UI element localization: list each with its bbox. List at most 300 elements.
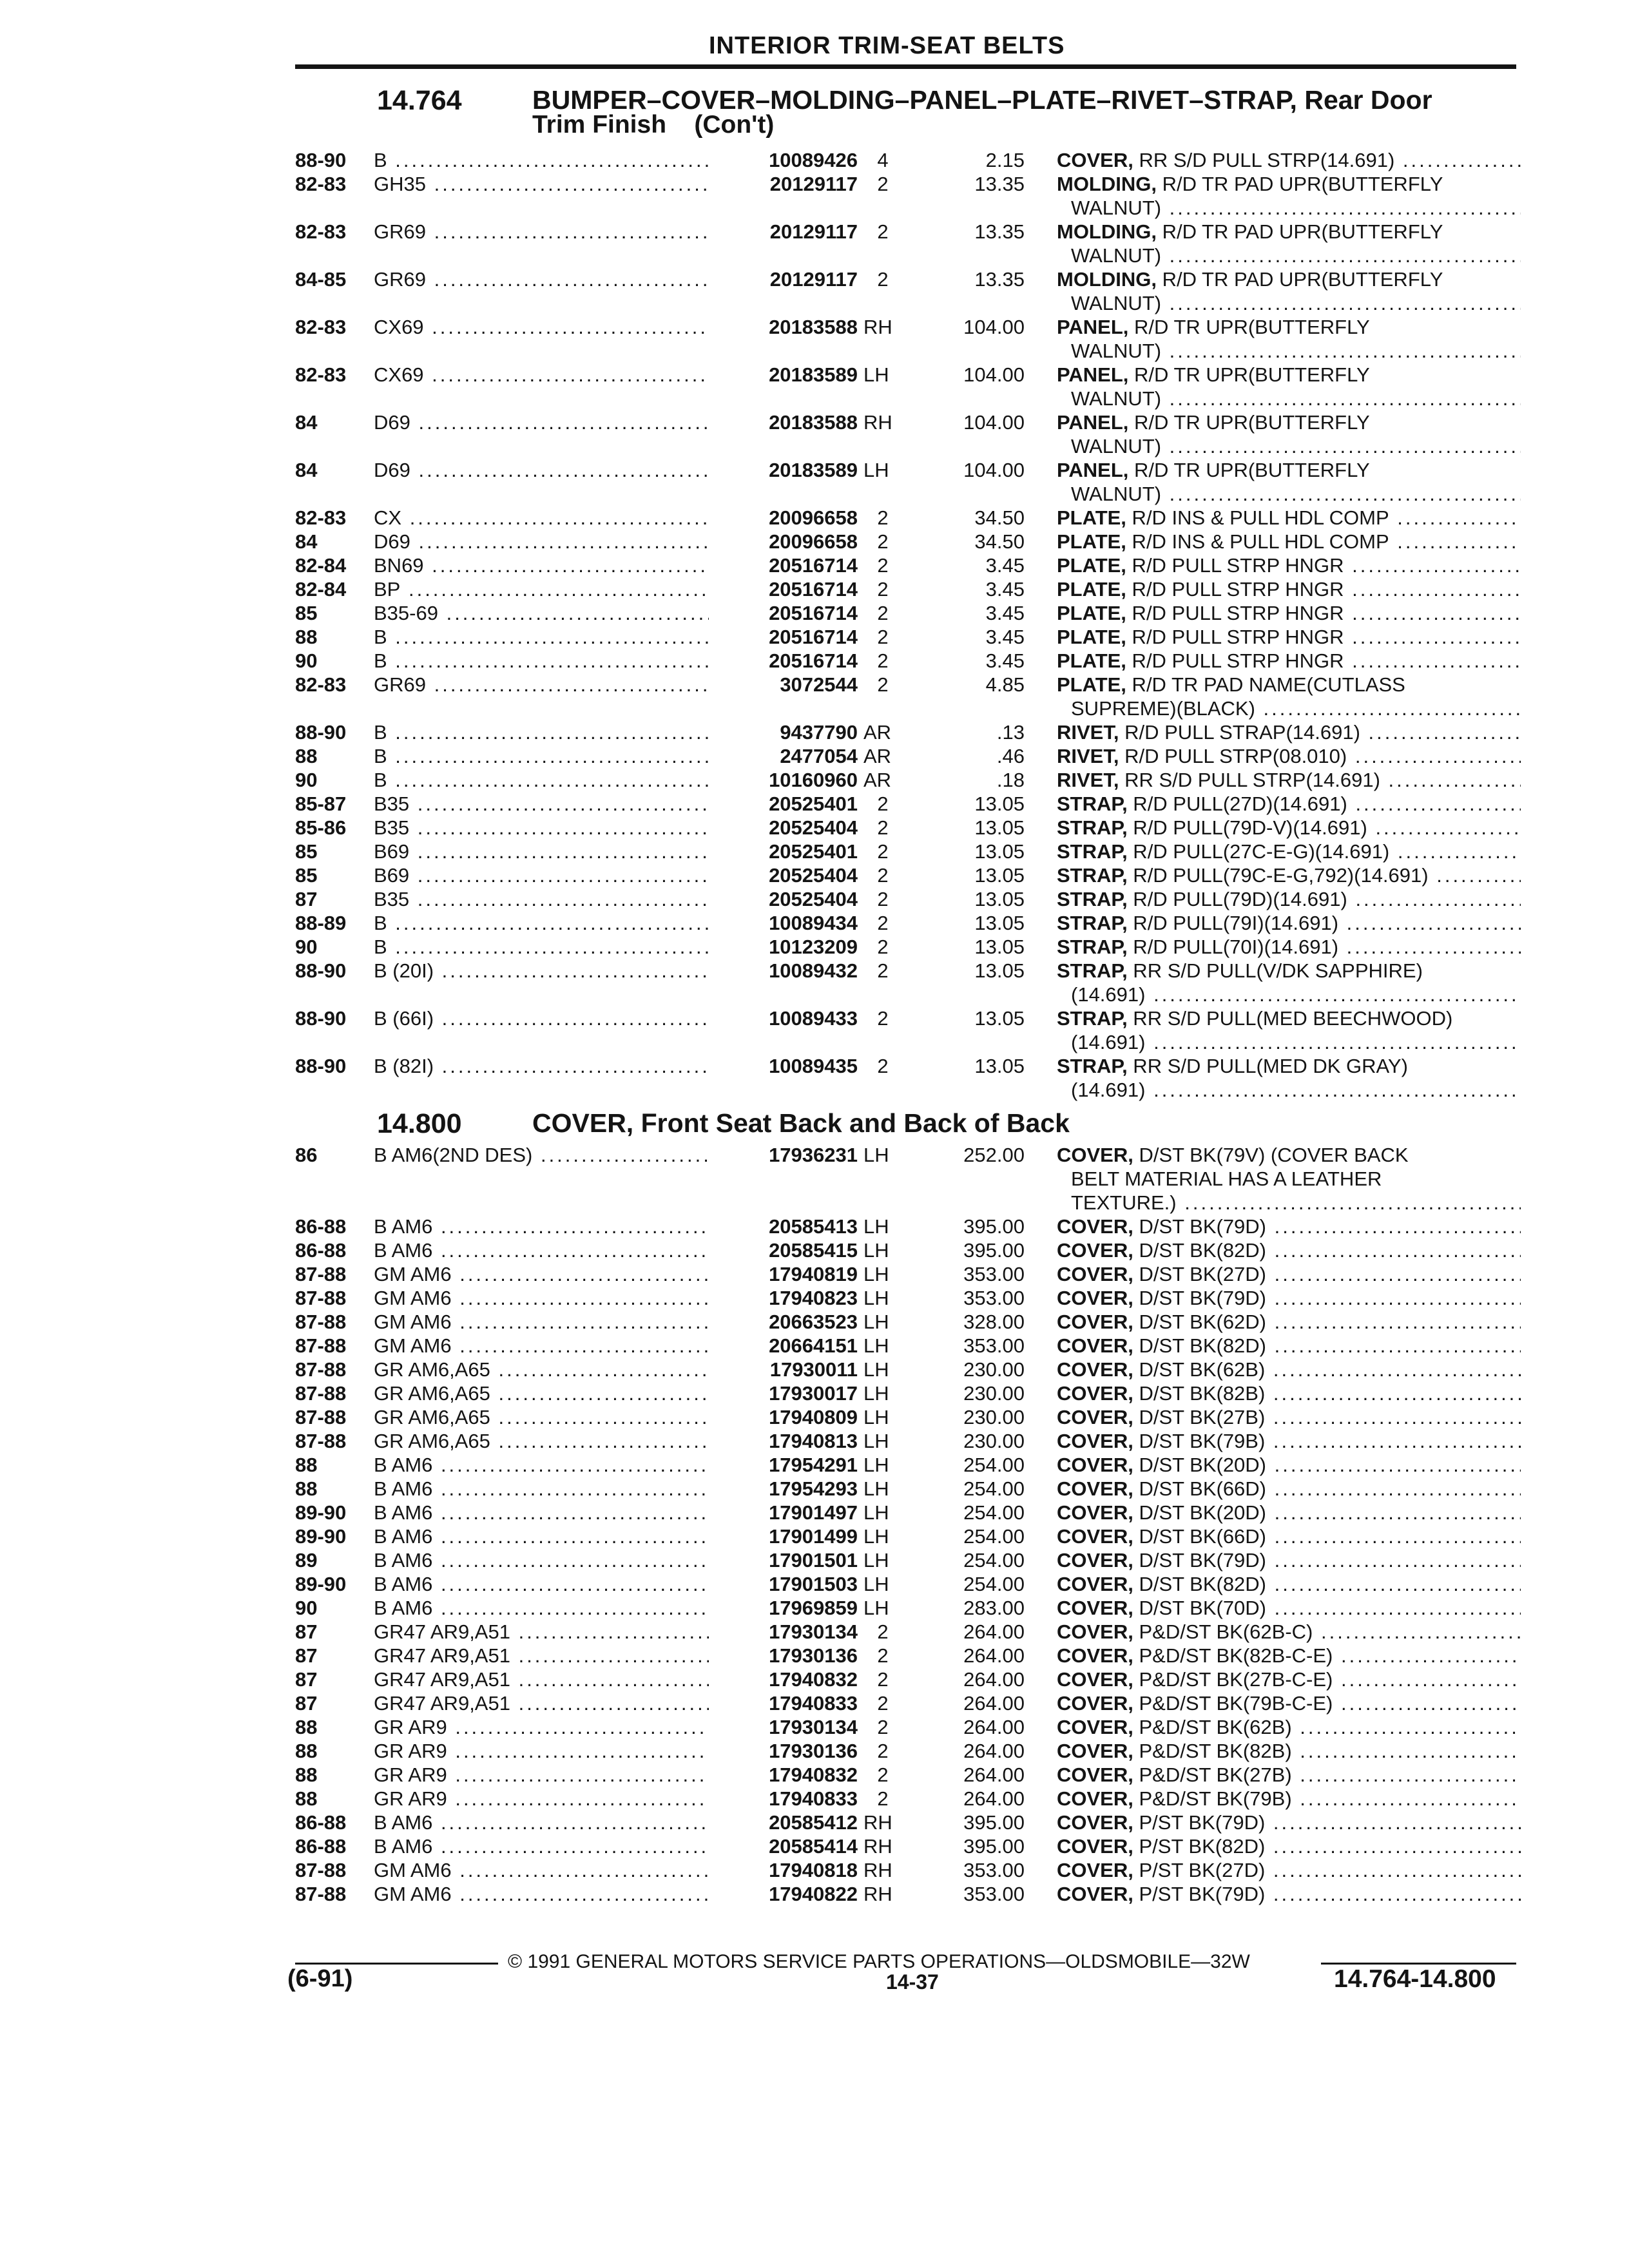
year-cell: 89-90 <box>295 1501 347 1524</box>
price-cell: 353.00 <box>963 1263 1025 1285</box>
quantity-cell: 2 <box>877 1763 889 1786</box>
year-cell: 86-88 <box>295 1239 347 1262</box>
description-line: PLATE, R/D INS & PULL HDL COMP ..... <box>1057 506 1521 530</box>
quantity-cell: LH <box>863 1549 889 1571</box>
description-line: MOLDING, R/D TR PAD UPR(BUTTERFLY <box>1057 220 1443 243</box>
price-cell: 3.45 <box>985 554 1025 577</box>
description-line: COVER, P&D/ST BK(79B) ..... <box>1057 1787 1521 1811</box>
model-cell: GR AR9 ..... <box>374 1739 722 1763</box>
price-cell: 13.35 <box>974 220 1025 243</box>
description-line: COVER, P&D/ST BK(27B-C-E) ..... <box>1057 1667 1521 1691</box>
table-row <box>0 1787 1629 1811</box>
quantity-cell: LH <box>863 1525 889 1548</box>
table-row <box>0 959 1629 1006</box>
description-cell <box>1057 1858 1521 1882</box>
description-cell <box>1057 1501 1521 1524</box>
table-row <box>0 1262 1629 1286</box>
description-cell <box>1057 911 1521 935</box>
description-cell <box>1057 1834 1521 1858</box>
quantity-cell: LH <box>863 1287 889 1309</box>
price-cell: 104.00 <box>963 411 1025 434</box>
year-cell: 88 <box>295 1740 318 1762</box>
description-cell <box>1057 1477 1521 1501</box>
description-cell <box>1057 1524 1521 1548</box>
table-row <box>0 935 1629 959</box>
year-cell: 87 <box>295 1692 318 1715</box>
price-cell: 13.05 <box>974 840 1025 863</box>
model-cell: B ..... <box>374 935 722 959</box>
description-cell <box>1057 172 1521 220</box>
year-cell: 88-90 <box>295 1007 347 1030</box>
model-cell: GH35 ..... <box>374 172 722 196</box>
model-cell: GM AM6 ..... <box>374 1858 722 1882</box>
part-number-cell: 20129117 <box>709 267 858 291</box>
price-cell: 230.00 <box>963 1406 1025 1428</box>
description-line: WALNUT) ..... <box>1057 387 1521 410</box>
description-line: PANEL, R/D TR UPR(BUTTERFLY <box>1057 411 1370 434</box>
quantity-cell: 2 <box>877 1007 889 1030</box>
description-cell <box>1057 1644 1521 1667</box>
section-title: BUMPER–COVER–MOLDING–PANEL–PLATE–RIVET–STRAP, Rear Door <box>532 85 1432 115</box>
description-cell <box>1057 1262 1521 1286</box>
price-cell: 353.00 <box>963 1334 1025 1357</box>
model-cell: GR47 AR9,A51 ..... <box>374 1667 722 1691</box>
description-line: COVER, D/ST BK(66D) ..... <box>1057 1524 1521 1548</box>
year-cell: 88 <box>295 1787 318 1810</box>
description-cell <box>1057 1787 1521 1811</box>
quantity-cell: 4 <box>877 149 889 171</box>
year-cell: 87-88 <box>295 1883 347 1905</box>
description-line: COVER, D/ST BK(62D) ..... <box>1057 1310 1521 1334</box>
description-cell <box>1057 959 1521 1006</box>
year-cell: 88 <box>295 745 318 767</box>
description-cell <box>1057 1572 1521 1596</box>
description-cell <box>1057 768 1521 792</box>
year-cell: 89-90 <box>295 1525 347 1548</box>
quantity-cell: 2 <box>877 936 889 958</box>
model-cell: B AM6 ..... <box>374 1215 722 1238</box>
quantity-cell: RH <box>863 1859 892 1881</box>
description-line: MOLDING, R/D TR PAD UPR(BUTTERFLY <box>1057 268 1443 291</box>
quantity-cell: 2 <box>877 959 889 982</box>
table-row <box>0 220 1629 267</box>
year-cell: 87-88 <box>295 1406 347 1428</box>
model-cell: B ..... <box>374 720 722 744</box>
part-number-cell: 17940822 <box>709 1882 858 1906</box>
description-cell <box>1057 792 1521 816</box>
part-number-cell: 20525401 <box>709 840 858 863</box>
description-cell <box>1057 530 1521 553</box>
description-line: COVER, P&D/ST BK(82B-C-E) ..... <box>1057 1644 1521 1667</box>
model-cell: GR AM6,A65 ..... <box>374 1405 722 1429</box>
description-cell <box>1057 935 1521 959</box>
quantity-cell: LH <box>863 1215 889 1238</box>
part-number-cell: 20585413 <box>709 1215 858 1238</box>
footer-rule-left <box>295 1963 498 1965</box>
year-cell: 84 <box>295 411 318 434</box>
description-line: PANEL, R/D TR UPR(BUTTERFLY <box>1057 363 1370 386</box>
price-cell: 3.45 <box>985 578 1025 601</box>
description-line: STRAP, R/D PULL(27D)(14.691) ..... <box>1057 792 1521 816</box>
quantity-cell: 2 <box>877 888 889 910</box>
description-line: STRAP, R/D PULL(79D-V)(14.691) ..... <box>1057 816 1521 840</box>
table-row <box>0 1238 1629 1262</box>
model-cell: B ..... <box>374 148 722 172</box>
description-cell <box>1057 1143 1521 1215</box>
table-row <box>0 1477 1629 1501</box>
price-cell: 264.00 <box>963 1716 1025 1738</box>
quantity-cell: 2 <box>877 530 889 553</box>
quantity-cell: 2 <box>877 816 889 839</box>
part-number-cell: 20516714 <box>709 577 858 601</box>
year-cell: 85 <box>295 840 318 863</box>
description-cell <box>1057 1429 1521 1453</box>
part-number-cell: 10123209 <box>709 935 858 959</box>
description-cell <box>1057 625 1521 649</box>
price-cell: 353.00 <box>963 1287 1025 1309</box>
description-cell <box>1057 458 1521 506</box>
part-number-cell: 17901497 <box>709 1501 858 1524</box>
description-line: COVER, D/ST BK(82D) ..... <box>1057 1238 1521 1262</box>
description-cell <box>1057 1334 1521 1358</box>
price-cell: 254.00 <box>963 1549 1025 1571</box>
year-cell: 88 <box>295 1716 318 1738</box>
description-line: STRAP, R/D PULL(79I)(14.691) ..... <box>1057 911 1521 935</box>
model-cell: B (66I) ..... <box>374 1006 722 1030</box>
description-line: COVER, D/ST BK(82D) ..... <box>1057 1572 1521 1596</box>
description-cell <box>1057 506 1521 530</box>
price-cell: 13.05 <box>974 912 1025 934</box>
part-number-cell: 17930134 <box>709 1620 858 1644</box>
part-number-cell: 20096658 <box>709 506 858 530</box>
description-cell <box>1057 1238 1521 1262</box>
model-cell: B AM6 ..... <box>374 1524 722 1548</box>
part-number-cell: 20516714 <box>709 601 858 625</box>
quantity-cell: 2 <box>877 1644 889 1667</box>
table-row <box>0 1501 1629 1524</box>
quantity-cell: LH <box>863 459 889 481</box>
year-cell: 85 <box>295 602 318 624</box>
description-line: PLATE, R/D PULL STRP HNGR ..... <box>1057 649 1521 673</box>
part-number-cell: 17940832 <box>709 1667 858 1691</box>
description-cell <box>1057 1286 1521 1310</box>
year-cell: 86-88 <box>295 1835 347 1858</box>
description-cell <box>1057 363 1521 410</box>
description-cell <box>1057 1006 1521 1054</box>
table-row <box>0 601 1629 625</box>
part-number-cell: 17930017 <box>709 1381 858 1405</box>
table-row <box>0 1310 1629 1334</box>
section-title: COVER, Front Seat Back and Back of Back <box>532 1108 1070 1138</box>
year-cell: 88 <box>295 626 318 648</box>
year-cell: 87 <box>295 1668 318 1691</box>
quantity-cell: 2 <box>877 1692 889 1715</box>
part-number-cell: 20525404 <box>709 863 858 887</box>
part-number-cell: 17940813 <box>709 1429 858 1453</box>
model-cell: B (20I) ..... <box>374 959 722 983</box>
year-cell: 88-90 <box>295 149 347 171</box>
quantity-cell: 2 <box>877 840 889 863</box>
description-line: COVER, D/ST BK(27D) ..... <box>1057 1262 1521 1286</box>
table-row <box>0 553 1629 577</box>
price-cell: 283.00 <box>963 1597 1025 1619</box>
table-row <box>0 1381 1629 1405</box>
year-cell: 89 <box>295 1549 318 1571</box>
section-title-continued: Trim Finish (Con't) <box>532 111 775 139</box>
description-line: (14.691) ..... <box>1057 1078 1521 1102</box>
price-cell: 395.00 <box>963 1835 1025 1858</box>
year-cell: 88 <box>295 1477 318 1500</box>
year-cell: 86 <box>295 1144 318 1166</box>
year-cell: 88-90 <box>295 959 347 982</box>
description-cell <box>1057 744 1521 768</box>
model-cell: B AM6 ..... <box>374 1238 722 1262</box>
description-line: STRAP, R/D PULL(79D)(14.691) ..... <box>1057 887 1521 911</box>
model-cell: B (82I) ..... <box>374 1054 722 1078</box>
part-number-cell: 10089435 <box>709 1054 858 1078</box>
quantity-cell: LH <box>863 1477 889 1500</box>
description-line: COVER, P/ST BK(82D) ..... <box>1057 1834 1521 1858</box>
model-cell: GR AR9 ..... <box>374 1715 722 1739</box>
price-cell: 395.00 <box>963 1811 1025 1834</box>
part-number-cell: 20516714 <box>709 625 858 649</box>
model-cell: B69 ..... <box>374 863 722 887</box>
quantity-cell: LH <box>863 1597 889 1619</box>
table-row <box>0 1453 1629 1477</box>
description-cell <box>1057 267 1521 315</box>
table-row <box>0 1215 1629 1238</box>
quantity-cell: 2 <box>877 578 889 601</box>
model-cell: B35 ..... <box>374 887 722 911</box>
description-cell <box>1057 315 1521 363</box>
description-line: STRAP, R/D PULL(27C-E-G)(14.691) ..... <box>1057 840 1521 863</box>
quantity-cell: 2 <box>877 220 889 243</box>
description-line: COVER, D/ST BK(27B) ..... <box>1057 1405 1521 1429</box>
year-cell: 82-84 <box>295 578 347 601</box>
year-cell: 87-88 <box>295 1430 347 1452</box>
table-row <box>0 1405 1629 1429</box>
quantity-cell: LH <box>863 1358 889 1381</box>
description-cell <box>1057 601 1521 625</box>
table-row <box>0 816 1629 840</box>
part-number-cell: 17901503 <box>709 1572 858 1596</box>
price-cell: 230.00 <box>963 1358 1025 1381</box>
price-cell: 34.50 <box>974 530 1025 553</box>
table-row <box>0 720 1629 744</box>
description-line: TEXTURE.) ..... <box>1057 1191 1521 1215</box>
price-cell: 264.00 <box>963 1644 1025 1667</box>
table-row <box>0 1691 1629 1715</box>
table-row <box>0 1811 1629 1834</box>
description-cell <box>1057 1739 1521 1763</box>
part-number-cell: 3072544 <box>709 673 858 697</box>
part-number-cell: 10089432 <box>709 959 858 983</box>
year-cell: 87-88 <box>295 1263 347 1285</box>
description-line: COVER, D/ST BK(20D) ..... <box>1057 1453 1521 1477</box>
quantity-cell: 2 <box>877 1740 889 1762</box>
description-cell <box>1057 1054 1521 1102</box>
description-cell <box>1057 1381 1521 1405</box>
part-number-cell: 17969859 <box>709 1596 858 1620</box>
part-number-cell: 2477054 <box>709 744 858 768</box>
table-row <box>0 625 1629 649</box>
price-cell: 328.00 <box>963 1311 1025 1333</box>
part-number-cell: 10089426 <box>709 148 858 172</box>
table-row <box>0 1429 1629 1453</box>
description-line: STRAP, R/D PULL(79C-E-G,792)(14.691) ..... <box>1057 863 1521 887</box>
description-line: COVER, RR S/D PULL STRP(14.691) ..... <box>1057 148 1521 172</box>
part-number-cell: 20183589 <box>709 363 858 387</box>
price-cell: 34.50 <box>974 506 1025 529</box>
part-number-cell: 20585415 <box>709 1238 858 1262</box>
year-cell: 88 <box>295 1763 318 1786</box>
year-cell: 86-88 <box>295 1811 347 1834</box>
model-cell: B AM6 ..... <box>374 1811 722 1834</box>
model-cell: GR AR9 ..... <box>374 1787 722 1811</box>
description-line: STRAP, R/D PULL(70I)(14.691) ..... <box>1057 935 1521 959</box>
description-cell <box>1057 1667 1521 1691</box>
quantity-cell: 2 <box>877 268 889 291</box>
description-line: STRAP, RR S/D PULL(MED BEECHWOOD) <box>1057 1007 1453 1030</box>
price-cell: 13.05 <box>974 793 1025 815</box>
price-cell: 2.15 <box>985 149 1025 171</box>
part-number-cell: 20525404 <box>709 816 858 840</box>
price-cell: 264.00 <box>963 1763 1025 1786</box>
table-row <box>0 649 1629 673</box>
part-number-cell: 17940809 <box>709 1405 858 1429</box>
part-number-cell: 20129117 <box>709 220 858 244</box>
table-row <box>0 410 1629 458</box>
quantity-cell: 2 <box>877 1620 889 1643</box>
price-cell: 104.00 <box>963 363 1025 386</box>
description-line: WALNUT) ..... <box>1057 291 1521 315</box>
description-cell <box>1057 1453 1521 1477</box>
quantity-cell: LH <box>863 1311 889 1333</box>
quantity-cell: LH <box>863 1573 889 1595</box>
description-line: COVER, P&D/ST BK(79B-C-E) ..... <box>1057 1691 1521 1715</box>
price-cell: 254.00 <box>963 1454 1025 1476</box>
model-cell: B AM6 ..... <box>374 1548 722 1572</box>
description-cell <box>1057 410 1521 458</box>
table-row <box>0 1644 1629 1667</box>
table-row <box>0 673 1629 720</box>
part-number-cell: 20663523 <box>709 1310 858 1334</box>
description-line: WALNUT) ..... <box>1057 196 1521 220</box>
year-cell: 84-85 <box>295 268 347 291</box>
year-cell: 87-88 <box>295 1311 347 1333</box>
table-row <box>0 887 1629 911</box>
year-cell: 82-84 <box>295 554 347 577</box>
description-cell <box>1057 887 1521 911</box>
year-cell: 88 <box>295 1454 318 1476</box>
model-cell: GR AM6,A65 ..... <box>374 1429 722 1453</box>
table-row <box>0 577 1629 601</box>
year-cell: 84 <box>295 530 318 553</box>
model-cell: CX69 ..... <box>374 315 722 339</box>
table-row <box>0 1572 1629 1596</box>
description-line: STRAP, RR S/D PULL(MED DK GRAY) <box>1057 1055 1408 1077</box>
price-cell: 3.45 <box>985 602 1025 624</box>
price-cell: 230.00 <box>963 1430 1025 1452</box>
description-line: COVER, D/ST BK(82D) ..... <box>1057 1334 1521 1358</box>
description-cell <box>1057 1215 1521 1238</box>
price-cell: 13.05 <box>974 888 1025 910</box>
section-number: 14.764 <box>377 85 462 116</box>
model-cell: BP ..... <box>374 577 722 601</box>
price-cell: 353.00 <box>963 1859 1025 1881</box>
price-cell: 13.05 <box>974 816 1025 839</box>
description-line: RIVET, R/D PULL STRP(08.010) ..... <box>1057 744 1521 768</box>
part-number-cell: 17901499 <box>709 1524 858 1548</box>
year-cell: 85 <box>295 864 318 887</box>
price-cell: 4.85 <box>985 673 1025 696</box>
part-number-cell: 10089433 <box>709 1006 858 1030</box>
description-cell <box>1057 1620 1521 1644</box>
page-header-title: INTERIOR TRIM-SEAT BELTS <box>709 32 1065 59</box>
description-cell <box>1057 1811 1521 1834</box>
year-cell: 82-83 <box>295 363 347 386</box>
description-cell <box>1057 220 1521 267</box>
model-cell: GR47 AR9,A51 ..... <box>374 1620 722 1644</box>
description-line: COVER, P&D/ST BK(27B) ..... <box>1057 1763 1521 1787</box>
description-line: PLATE, R/D PULL STRP HNGR ..... <box>1057 625 1521 649</box>
part-number-cell: 20664151 <box>709 1334 858 1358</box>
price-cell: 264.00 <box>963 1620 1025 1643</box>
model-cell: GR69 ..... <box>374 673 722 697</box>
model-cell: BN69 ..... <box>374 553 722 577</box>
price-cell: 264.00 <box>963 1787 1025 1810</box>
model-cell: GM AM6 ..... <box>374 1882 722 1906</box>
price-cell: 230.00 <box>963 1382 1025 1405</box>
model-cell: B ..... <box>374 625 722 649</box>
footer-section-range: 14.764-14.800 <box>1334 1965 1496 1993</box>
table-row <box>0 792 1629 816</box>
year-cell: 86-88 <box>295 1215 347 1238</box>
model-cell: GM AM6 ..... <box>374 1262 722 1286</box>
part-number-cell: 20585412 <box>709 1811 858 1834</box>
quantity-cell: RH <box>863 411 892 434</box>
part-number-cell: 20525404 <box>709 887 858 911</box>
price-cell: 104.00 <box>963 459 1025 481</box>
year-cell: 90 <box>295 769 318 791</box>
quantity-cell: RH <box>863 1835 892 1858</box>
description-line: COVER, P&D/ST BK(62B-C) ..... <box>1057 1620 1521 1644</box>
description-line: WALNUT) ..... <box>1057 482 1521 506</box>
model-cell: GM AM6 ..... <box>374 1286 722 1310</box>
year-cell: 87-88 <box>295 1287 347 1309</box>
part-number-cell: 17940833 <box>709 1787 858 1811</box>
year-cell: 87-88 <box>295 1334 347 1357</box>
quantity-cell: LH <box>863 1454 889 1476</box>
description-line: COVER, D/ST BK(79D) ..... <box>1057 1286 1521 1310</box>
table-row <box>0 1286 1629 1310</box>
part-number-cell: 20183588 <box>709 315 858 339</box>
table-row <box>0 363 1629 410</box>
part-number-cell: 20516714 <box>709 649 858 673</box>
year-cell: 90 <box>295 936 318 958</box>
part-number-cell: 9437790 <box>709 720 858 744</box>
quantity-cell: LH <box>863 1382 889 1405</box>
part-number-cell: 17940833 <box>709 1691 858 1715</box>
price-cell: 13.05 <box>974 1055 1025 1077</box>
model-cell: GR47 AR9,A51 ..... <box>374 1644 722 1667</box>
quantity-cell: AR <box>863 721 892 744</box>
price-cell: 264.00 <box>963 1668 1025 1691</box>
price-cell: 254.00 <box>963 1573 1025 1595</box>
price-cell: 395.00 <box>963 1215 1025 1238</box>
price-cell: 3.45 <box>985 626 1025 648</box>
table-row <box>0 768 1629 792</box>
